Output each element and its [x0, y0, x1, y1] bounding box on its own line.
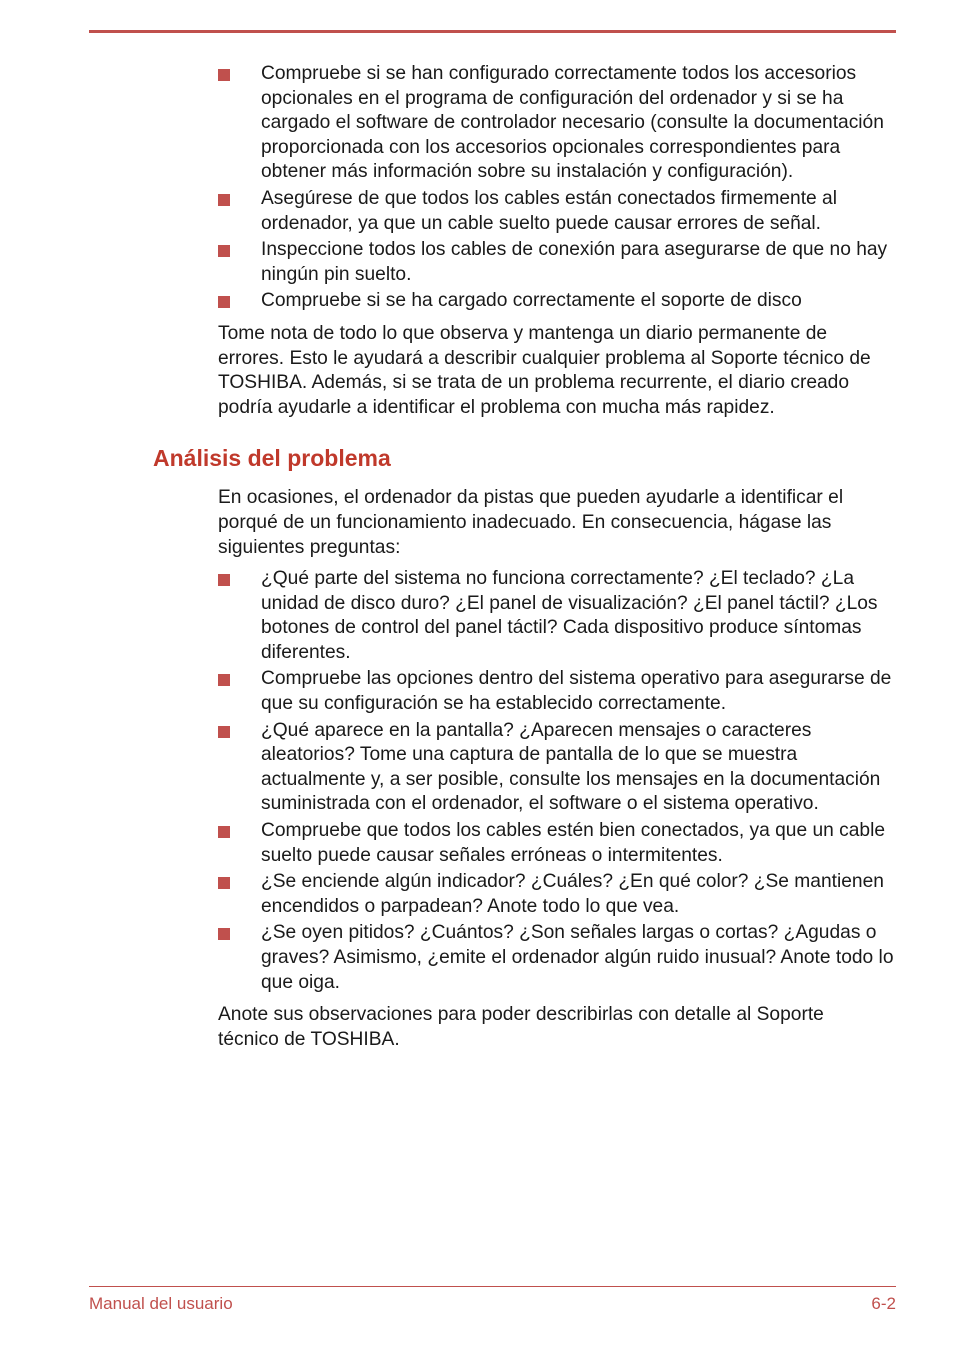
bullet-square-icon: [218, 877, 230, 889]
list-item: [0, 62, 954, 185]
closing-paragraph: Anote sus observaciones para poder describirlas con detalle al Soporte técnico de TOSHIBA.: [218, 1004, 824, 1050]
bullet-square-icon: [218, 69, 230, 81]
list-item: [0, 289, 954, 314]
list-item-text: ¿Se oyen pitidos? ¿Cuántos? ¿Son señales largas o cortas? ¿Agudas o graves? Asimismo, ¿emite el ordenador algún ruido inusual? Anote todo lo que oiga.: [261, 922, 894, 993]
list-item: [0, 870, 954, 919]
bullet-square-icon: [218, 726, 230, 738]
list-item-text: ¿Qué aparece en la pantalla? ¿Aparecen mensajes o caracteres aleatorios? Tome una captura de pantalla de lo que se muestra actualmente y, a ser posible, consulte los mensajes en la documentación suministrada con el ordenador, el software o el sistema operativo.: [261, 719, 881, 815]
list-item-text: ¿Qué parte del sistema no funciona correctamente? ¿El teclado? ¿La unidad de disco duro? ¿El panel de visualización? ¿El panel táctil? ¿Los botones de control del panel táctil? Cada dispositivo produce síntomas diferentes.: [261, 568, 878, 663]
list-item: [0, 719, 954, 817]
footer-manual-title: Manual del usuario: [89, 1294, 233, 1313]
list-item-text: Compruebe si se han configurado correctamente todos los accesorios opcionales en el programa de configuración del ordenador y si se ha cargado el software de controlador necesario (consulte la documentación proporcionada con los accesorios opcionales correspondientes para obtener más información sobre su instalación y configuración).: [261, 63, 884, 183]
section-heading: Análisis del problema: [153, 445, 391, 472]
list-item: [0, 819, 954, 868]
list-item: [0, 238, 954, 287]
list-item-text: Inspeccione todos los cables de conexión para asegurarse de que no hay ningún pin suelto.: [261, 239, 888, 285]
bullet-square-icon: [218, 928, 230, 940]
bullet-square-icon: [218, 674, 230, 686]
bullet-square-icon: [218, 245, 230, 257]
bullet-square-icon: [218, 296, 230, 308]
bullet-square-icon: [218, 826, 230, 838]
checklist-questions: [0, 567, 954, 995]
list-item-text: Compruebe que todos los cables estén bien conectados, ya que un cable suelto puede causar señales erróneas o intermitentes.: [261, 820, 886, 866]
list-item-text: ¿Se enciende algún indicador? ¿Cuáles? ¿En qué color? ¿Se mantienen encendidos o parpadean? Anote todo lo que vea.: [261, 871, 884, 917]
list-item-text: Compruebe las opciones dentro del sistema operativo para asegurarse de que su configuración se ha establecido correctamente.: [261, 668, 892, 715]
list-item: [0, 921, 954, 995]
notes-paragraph: Tome nota de todo lo que observa y mantenga un diario permanente de errores. Esto le ayudará a describir cualquier problema al Soporte técnico de TOSHIBA. Además, si se trata de un problema recurrente, el diario creado podría ayudarle a identificar el problema con mucha más rapidez.: [218, 322, 871, 418]
page-number: 6-2: [871, 1294, 896, 1313]
list-item: [0, 667, 954, 716]
bullet-square-icon: [218, 574, 230, 586]
header-rule: [89, 30, 896, 33]
page-content: [0, 62, 954, 1052]
list-item: [0, 567, 954, 665]
list-item-text: Asegúrese de que todos los cables están conectados firmemente al ordenador, ya que un cable suelto puede causar errores de señal.: [261, 187, 837, 234]
intro-paragraph: En ocasiones, el ordenador da pistas que pueden ayudarle a identificar el porqué de un funcionamiento inadecuado. En consecuencia, hágase las siguientes preguntas:: [218, 487, 844, 558]
list-item: [0, 187, 954, 236]
checklist-top: [0, 62, 954, 314]
footer-rule: [89, 1286, 896, 1287]
list-item-text: Compruebe si se ha cargado correctamente el soporte de disco: [261, 290, 802, 312]
bullet-square-icon: [218, 194, 230, 206]
